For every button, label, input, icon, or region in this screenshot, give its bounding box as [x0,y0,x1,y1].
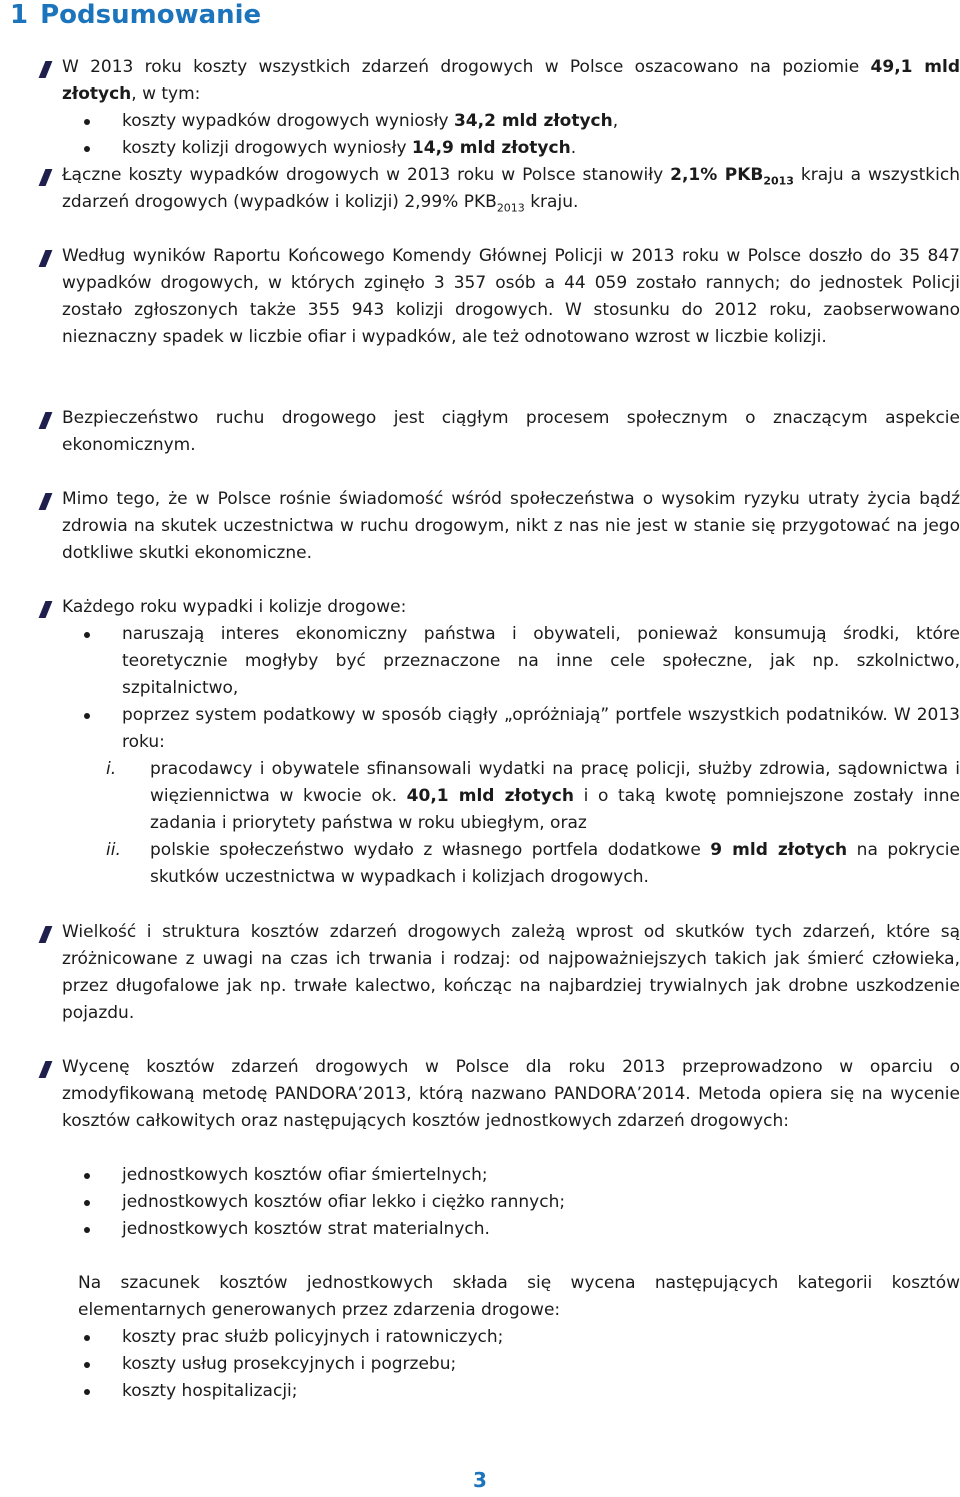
bullet-icon [84,713,90,719]
text: kraju a wszystkich zdarzeń drogowych (wypadków i kolizji) 2,99% PKB [62,165,960,212]
paragraph-police-report: Według wyników Raportu Końcowego Komendy Głównej Policji w 2013 roku w Polsce doszło do 35 847 wypadków drogowych, w których zginęło 3 357 osób a 44 059 zostało rannych; do jednostek Policji zostało zgłoszonych także 355 943 kolizji drogowych. W stosunku do 2012 roku, zaobserwowano nieznaczny spadek w liczbie ofiar i wypadków, ale też odnotowano wzrost w liczbie kolizji. [62,246,960,347]
text: koszty hospitalizacji; [122,1381,298,1401]
highlight: 34,2 mld złotych [453,111,613,131]
effects-list [122,621,960,756]
list-item [122,1162,960,1189]
list-item [122,1189,960,1216]
bullet-icon [84,1200,90,1206]
list-item [106,756,960,837]
list-item [122,108,960,135]
page-number: 3 [473,1468,487,1492]
elementary-costs-list [122,1324,960,1405]
highlight: 40,1 mld złotych [406,786,574,806]
text: koszty kolizji drogowych wyniosły [122,138,412,158]
paragraph-marker-icon [39,412,53,429]
text: jednostkowych kosztów strat materialnych. [122,1219,490,1239]
text: naruszają interes ekonomiczny państwa i obywateli, ponieważ konsumują środki, które teoretycznie mogłyby być przeznaczone na inne cele społeczne, jak np. szkolnictwo, szpitalnictwo, [122,624,960,698]
paragraph-marker-icon [39,1061,53,1078]
paragraph-marker-icon [39,926,53,943]
bullet-icon [84,1173,90,1179]
subscript: 2013 [496,201,525,215]
text: W 2013 roku koszty wszystkich zdarzeń drogowych w Polsce oszacowano na poziomie [62,57,871,77]
paragraph-gdp-share [62,162,960,216]
unit-costs-list [122,1162,960,1243]
text: i o taką kwotę pomniejszone zostały inne zadania i priorytety państwa w roku ubiegłym, oraz [150,786,960,833]
paragraph-road-safety: Bezpieczeństwo ruchu drogowego jest ciągłym procesem społecznym o znaczącym aspekcie ekonomicznym. [62,408,960,455]
highlight: 49,1 mld złotych [62,57,960,104]
text: koszty usług prosekcyjnych i pogrzebu; [122,1354,457,1374]
text: poprzez system podatkowy w sposób ciągły „opróżniają” portfele wszystkich podatników. W 2013 roku: [122,705,960,752]
bullet-icon [84,1335,90,1341]
paragraph-marker-icon [39,601,53,618]
paragraph-cost-structure: Wielkość i struktura kosztów zdarzeń drogowych zależą wprost od skutków tych zdarzeń, które są zróżnicowane z uwagi na czas ich trwania i rodzaj: od najpoważniejszych takich jak śmierć człowieka, przez długofalowe jak np. trwałe kalectwo, kończąc na najbardziej trywialnych jak drobne uszkodzenie pojazdu. [62,922,960,1023]
text: na pokrycie skutków uczestnictwa w wypadkach i kolizjach drogowych. [150,840,960,887]
roman-numbered-list [106,756,960,891]
text: . [570,138,577,158]
text: , w tym: [131,84,201,104]
list-item [122,135,960,162]
paragraph-awareness: Mimo tego, że w Polsce rośnie świadomość wśród społeczeństwa o wysokim ryzyku utraty życia bądź zdrowia na skutek uczestnictwa w ruchu drogowym, nikt z nas nie jest w stanie się przygotować na jego dotkliwe skutki ekonomiczne. [62,489,960,563]
list-item [122,1216,960,1243]
section-number: 1 [10,0,29,30]
list-item [122,1324,960,1351]
paragraph-marker-icon [39,493,53,510]
text: koszty wypadków drogowych wyniosły [122,111,454,131]
bullet-icon [84,146,90,152]
text: , [612,111,619,131]
highlight: 14,9 mld złotych [411,138,571,158]
text: polskie społeczeństwo wydało z własnego portfela dodatkowe [150,840,711,860]
paragraph-marker-icon [39,169,53,186]
section-title: Podsumowanie [40,0,262,30]
bullet-icon [84,119,90,125]
text: jednostkowych kosztów ofiar śmiertelnych; [122,1165,488,1185]
list-number: ii. [106,840,121,860]
paragraph-pandora-method: Wycenę kosztów zdarzeń drogowych w Polsce dla roku 2013 przeprowadzono w oparciu o zmodyfikowaną metodę PANDORA’2013, którą nazwano PANDORA’2014. Metoda opiera się na wycenie kosztów całkowitych oraz następujących kosztów jednostkowych zdarzeń drogowych: [62,1057,960,1131]
list-item [122,621,960,702]
paragraph-marker-icon [39,250,53,267]
list-item [122,1351,960,1378]
text: jednostkowych kosztów ofiar lekko i ciężko rannych; [122,1192,566,1212]
paragraph-elementary-costs: Na szacunek kosztów jednostkowych składa się wycena następujących kategorii kosztów elementarnych generowanych przez zdarzenia drogowe: [78,1273,960,1320]
text: koszty prac służb policyjnych i ratowniczych; [122,1327,504,1347]
text: Łączne koszty wypadków drogowych w 2013 roku w Polsce stanowiły [62,165,671,185]
bullet-icon [84,1389,90,1395]
list-item [106,837,960,891]
costs-breakdown-list [122,108,960,162]
section-heading [10,0,261,30]
list-item [122,1378,960,1405]
bullet-icon [84,1362,90,1368]
paragraph-costs-total [62,54,960,108]
bullet-icon [84,1227,90,1233]
paragraph-marker-icon [39,61,53,78]
text: pracodawcy i obywatele sfinansowali wydatki na pracę policji, służby zdrowia, sądownictwa i więziennictwa w kwocie ok. [150,759,960,806]
bullet-icon [84,632,90,638]
subscript: 2013 [763,174,794,188]
highlight: 2,1% PKB [670,165,764,185]
list-item [122,702,960,756]
highlight: 9 mld złotych [710,840,848,860]
paragraph-yearly-effects: Każdego roku wypadki i kolizje drogowe: [62,597,407,617]
text: kraju. [524,192,579,212]
list-number: i. [106,759,117,779]
